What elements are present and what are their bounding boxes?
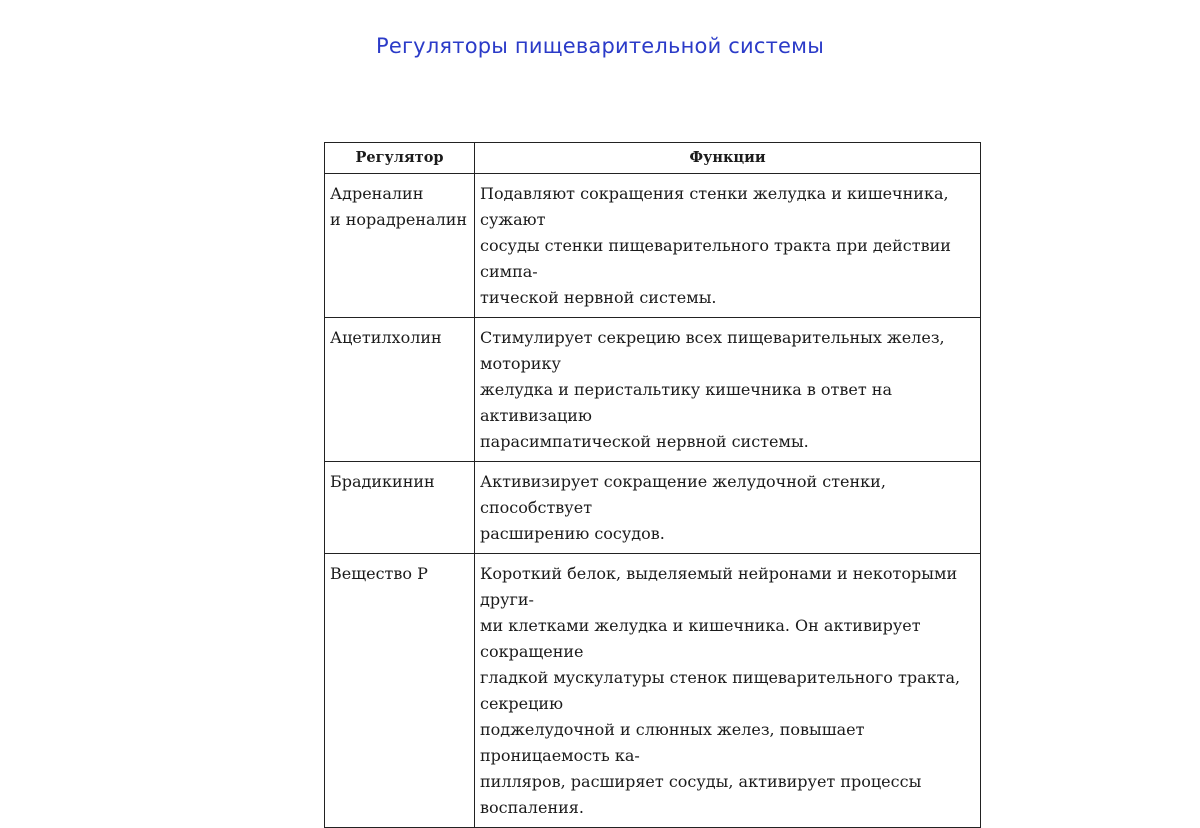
- regulator-cell: Брадикинин: [325, 462, 475, 554]
- header-regulator: Регулятор: [325, 143, 475, 174]
- table-header-row: [325, 143, 981, 174]
- function-cell: Короткий белок, выделяемый нейронами и некоторыми други- ми клетками желудка и кишечника. Он активирует сокращение гладкой мускулатуры стенок пищеварительного тракта, секрецию поджелудочной и слюнных желез, повышает проницаемость ка- пилляров, расширяет сосуды, активирует процессы воспаления.: [475, 554, 981, 828]
- header-functions: Функции: [475, 143, 981, 174]
- regulator-cell: Ацетилхолин: [325, 318, 475, 462]
- table-row: [325, 318, 981, 462]
- table-row: [325, 462, 981, 554]
- regulators-table: [324, 142, 981, 828]
- regulator-cell: Адреналин и норадреналин: [325, 174, 475, 318]
- function-cell: Стимулирует секрецию всех пищеварительных желез, моторику желудка и перистальтику кишечника в ответ на активизацию парасимпатической нервной системы.: [475, 318, 981, 462]
- table-row: [325, 554, 981, 828]
- page-title: Регуляторы пищеварительной системы: [375, 34, 825, 58]
- table-row: [325, 174, 981, 318]
- function-cell: Подавляют сокращения стенки желудка и кишечника, сужают сосуды стенки пищеварительного тракта при действии симпа- тической нервной системы.: [475, 174, 981, 318]
- regulator-cell: Вещество Р: [325, 554, 475, 828]
- function-cell: Активизирует сокращение желудочной стенки, способствует расширению сосудов.: [475, 462, 981, 554]
